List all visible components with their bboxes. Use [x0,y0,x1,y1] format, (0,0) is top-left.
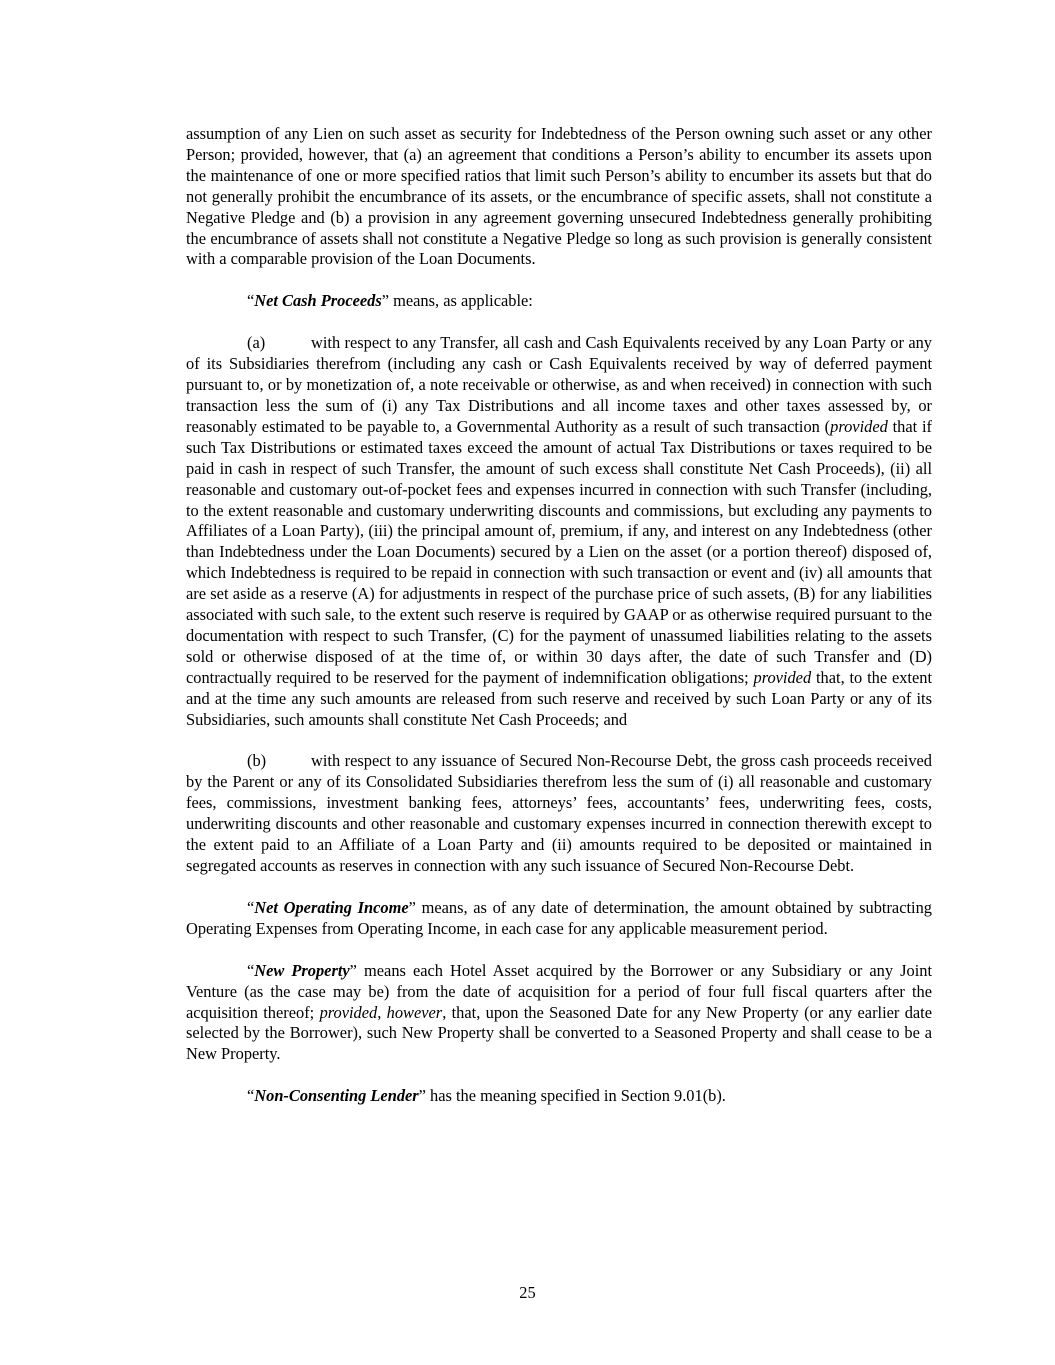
net-operating-income-definition: “Net Operating Income” means, as of any date of determination, the amount obtained by subtracting Operating Expenses from Operating Income, in each case for any applicable measurement period. [186,897,932,938]
new-property-definition: “New Property” means each Hotel Asset acquired by the Borrower or any Subsidiary or any Joint Venture (as the case may be) from the date of acquisition for a period of four full fiscal quarters after the acquisition thereof; provided, however, that, upon the Seasoned Date for any New Property (or any earlier date selected by the Borrower), such New Property shall be converted to a Seasoned Property and shall cease to be a New Property. [186,960,933,1064]
clause-a: (a) with respect to any Transfer, all cash and Cash Equivalents received by any Loan Party or any of its Subsidiaries therefrom (including any cash or Cash Equivalents received by way of deferred payment pursuant to, or by monetization of, a note receivable or otherwise, as and when received) in connection with such transaction less the sum of (i) any Tax Distributions and all income taxes and other taxes assessed by, or reasonably estimated to be payable to, a Governmental Authority as a result of such transaction (provided that if such Tax Distributions or estimated taxes exceed the amount of actual Tax Distributions or taxes required to be paid in cash in respect of such Transfer, the amount of such excess shall constitute Net Cash Proceeds), (ii) all reasonable and customary out-of-pocket fees and expenses incurred in connection with such Transfer (including, to the extent reasonable and customary underwriting discounts and commissions, but excluding any payments to Affiliates of a Loan Party), (iii) the principal amount of, premium, if any, and interest on any Indebtedness (other than Indebtedness under the Loan Documents) secured by a Lien on the asset (or a portion thereof) disposed of, which Indebtedness is required to be repaid in connection with such transaction or event and (iv) all amounts that are set aside as a reserve (A) for adjustments in respect of the purchase price of such assets, (B) for any liabilities associated with such sale, to the extent such reserve is required by GAAP or as otherwise required pursuant to the documentation with respect to such Transfer, (C) for the payment of unassumed liabilities relating to the assets sold or otherwise disposed of at the time of, or within 30 days after, the date of such Transfer and (D) contractually required to be reserved for the payment of indemnification obligations; provided that, to the extent and at the time any such amounts are released from such reserve and received by such Loan Party or any of its Subsidiaries, such amounts shall constitute Net Cash Proceeds; and [186,333,932,729]
clause-label: (a) [247,333,266,353]
net-cash-proceeds-definition: “Net Cash Proceeds” means, as applicable: [247,291,533,311]
defined-term: Net Cash Proceeds [254,291,382,311]
clause-label: (b) [247,751,267,771]
non-consenting-lender-definition: “Non-Consenting Lender” has the meaning specified in Section 9.01(b). [247,1086,726,1106]
defined-term: Net Operating Income [254,897,409,917]
defined-term: Non-Consenting Lender [254,1086,419,1106]
defined-term: New Property [254,960,350,980]
clause-b: (b) with respect to any issuance of Secured Non-Recourse Debt, the gross cash proceeds received by the Parent or any of its Consolidated Subsidiaries therefrom less the sum of (i) all reasonable and customary fees, commissions, investment banking fees, attorneys’ fees, accountants’ fees, underwriting fees, costs, underwriting discounts and other reasonable and customary expenses incurred in connection therewith except to the extent paid to an Affiliate of a Loan Party and (ii) amounts required to be deposited or maintained in segregated accounts as reserves in connection with any such issuance of Secured Non-Recourse Debt. [186,751,932,875]
negative-pledge-continuation: assumption of any Lien on such asset as security for Indebtedness of the Person owning such asset or any other Person; provided, however, that (a) an agreement that conditions a Person’s ability to encumber its assets upon the maintenance of one or more specified ratios that limit such Person’s ability to encumber its assets but that do not generally prohibit the encumbrance of its assets, or the encumbrance of specific assets, shall not constitute a Negative Pledge and (b) a provision in any agreement governing unsecured Indebtedness generally prohibiting the encumbrance of assets shall not constitute a Negative Pledge so long as such provision is generally consistent with a comparable provision of the Loan Documents. [186,124,932,269]
page-number: 25 [519,1283,536,1302]
document-body [186,124,932,1128]
